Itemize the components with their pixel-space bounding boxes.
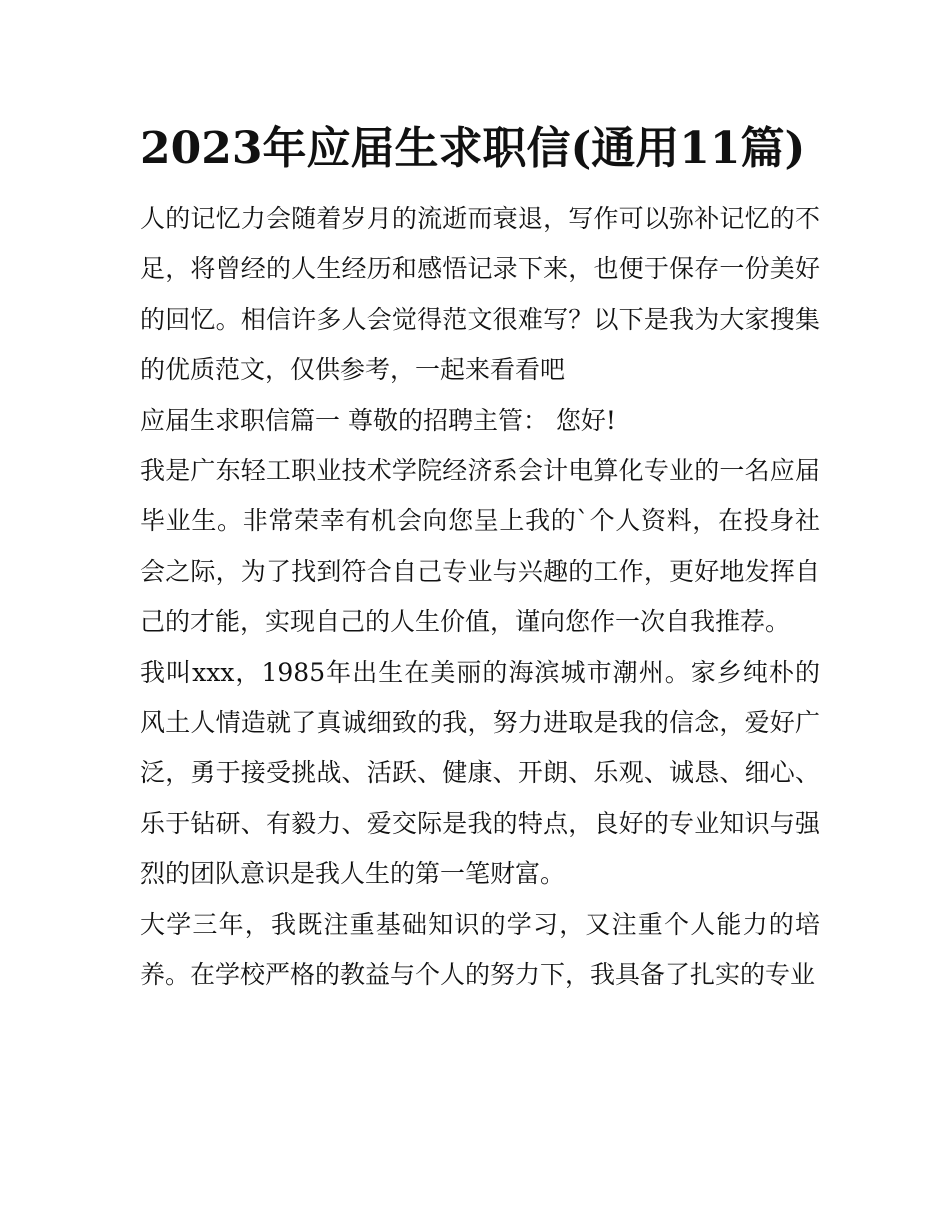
paragraph-salutation: 应届生求职信篇一 尊敬的招聘主管： 您好! xyxy=(140,405,616,435)
document-title: 2023年应届生求职信(通用11篇) xyxy=(140,123,806,174)
paragraph-intro: 人的记忆力会随着岁月的流逝而衰退，写作可以弥补记忆的不足，将曾经的人生经历和感悟记录下来，也便于保存一份美好的回忆。相信许多人会觉得范文很难写？以下是我为大家搜集的优质范文，仅供参考，一起来看看吧 xyxy=(140,204,820,385)
paragraph-self-recommendation: 我是广东轻工职业技术学院经济系会计电算化专业的一名应届毕业生。非常荣幸有机会向您呈上我的`个人资料，在投身社会之际，为了找到符合自己专业与兴趣的工作，更好地发挥自己的才能，实现自己的人生价值，谨向您作一次自我推荐。 xyxy=(140,456,820,637)
paragraph-university: 大学三年，我既注重基础知识的学习，又注重个人能力的培养。在学校严格的教益与个人的努力下，我具备了扎实的专业 xyxy=(140,909,820,990)
document-page xyxy=(140,112,820,1001)
paragraph-personal-intro: 我叫xxx，1985年出生在美丽的海滨城市潮州。家乡纯朴的风土人情造就了真诚细致的我，努力进取是我的信念，爱好广泛，勇于接受挑战、活跃、健康、开朗、乐观、诚恳、细心、乐于钻研、有毅力、爱交际是我的特点，良好的专业知识与强烈的团队意识是我人生的第一笔财富。 xyxy=(140,657,820,889)
